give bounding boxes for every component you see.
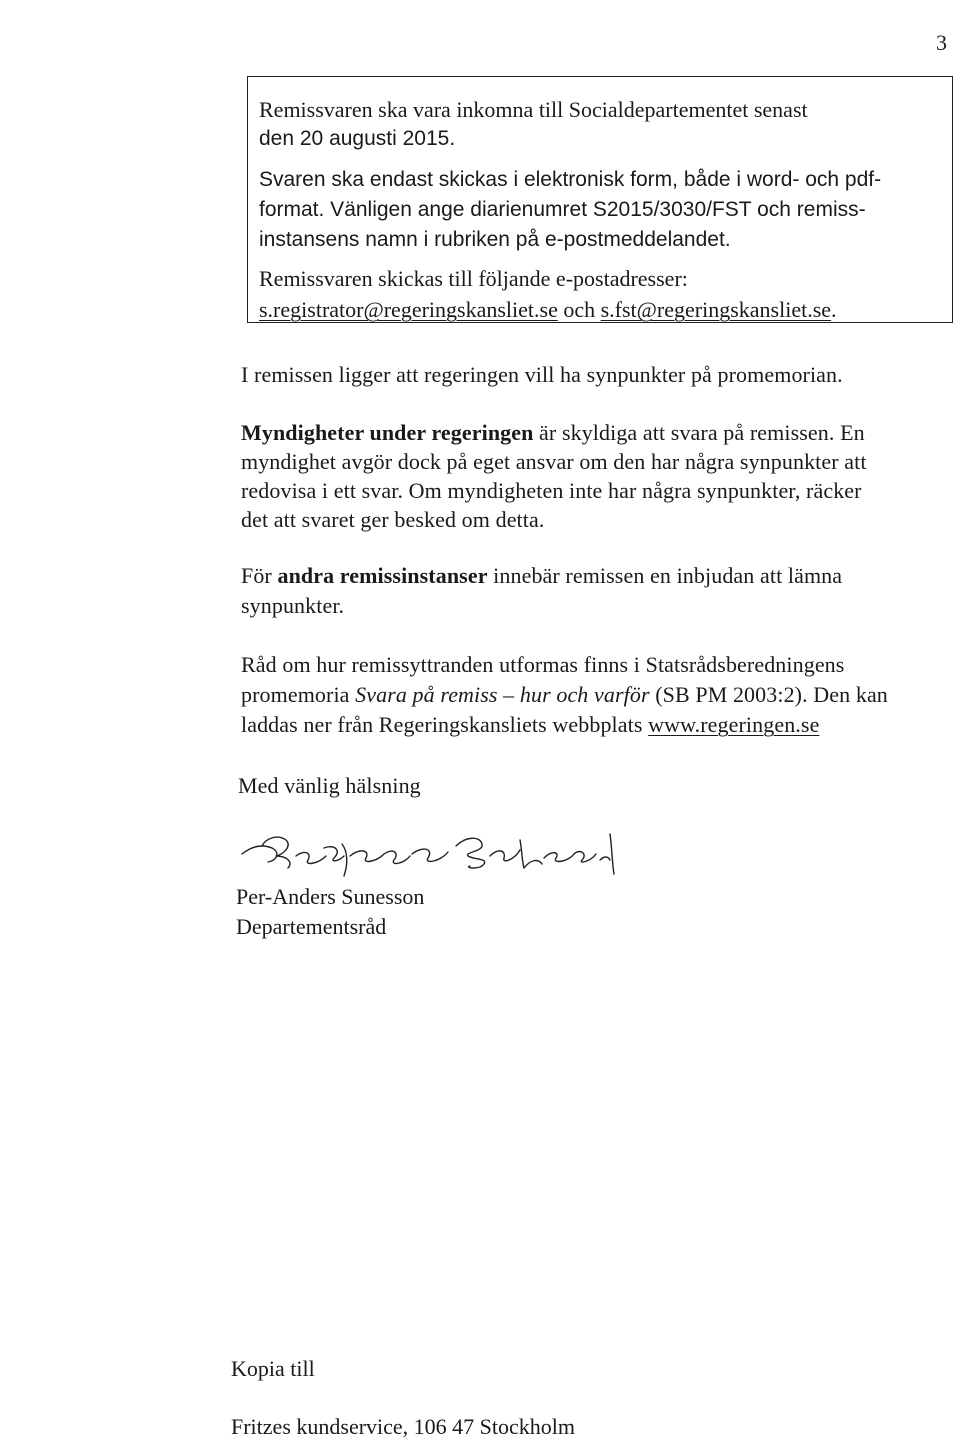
notice-line-3: Svaren ska endast skickas i elektronisk form, både i word- och pdf- — [259, 168, 882, 191]
email-link-fst[interactable]: s.fst@regeringskansliet.se — [600, 297, 832, 322]
publication-title: Svara på remiss – hur och varför — [355, 682, 650, 707]
website-link[interactable]: www.regeringen.se — [648, 712, 820, 737]
bold-myndigheter: Myndigheter under regeringen — [241, 420, 534, 445]
copy-to-recipient: Fritzes kundservice, 106 47 Stockholm — [231, 1414, 576, 1439]
paragraph-myndigheter-line-1: Myndigheter under regeringen är skyldiga att svara på remissen. En — [241, 420, 865, 445]
paragraph-andra-line-1: För andra remissinstanser innebär remissen en inbjudan att lämna — [241, 563, 843, 588]
closing: Med vänlig hälsning — [238, 773, 421, 798]
signatory-name: Per-Anders Sunesson — [236, 884, 425, 909]
page-number: 3 — [936, 30, 947, 55]
paragraph-rad-line-1: Råd om hur remissyttranden utformas finns i Statsrådsberedningens — [241, 652, 845, 677]
notice-line-7 — [259, 297, 837, 323]
copy-to-label: Kopia till — [231, 1356, 315, 1381]
paragraph-myndigheter-line-4: det att svaret ger besked om detta. — [241, 507, 545, 532]
paragraph-rad-line-3: laddas ner från Regeringskansliets webbplats www.regeringen.se — [241, 712, 820, 737]
handwritten-signature — [238, 826, 628, 886]
paragraph-synpunkter: I remissen ligger att regeringen vill ha synpunkter på promemorian. — [241, 362, 843, 387]
paragraph-myndigheter-line-2: myndighet avgör dock på eget ansvar om den har några synpunkter att — [241, 449, 867, 474]
paragraph-myndigheter-line-3: redovisa i ett svar. Om myndigheten inte har några synpunkter, räcker — [241, 478, 862, 503]
notice-line-4: format. Vänligen ange diarienumret S2015/3030/FST och remiss- — [259, 198, 866, 221]
notice-line-6: Remissvaren skickas till följande e-postadresser: — [259, 266, 688, 291]
notice-line-2: den 20 augusti 2015. — [259, 127, 456, 150]
paragraph-rad-line-2: promemoria Svara på remiss – hur och varför (SB PM 2003:2). Den kan — [241, 682, 888, 707]
email-joiner: och — [557, 297, 601, 322]
bold-andra-remissinstanser: andra remissinstanser — [277, 563, 488, 588]
paragraph-andra-line-2: synpunkter. — [241, 593, 345, 618]
email-link-registrator[interactable]: s.registrator@regeringskansliet.se — [259, 297, 558, 322]
email-end: . — [831, 297, 837, 322]
notice-line-5: instansens namn i rubriken på e-postmeddelandet. — [259, 228, 731, 251]
notice-line-1: Remissvaren ska vara inkomna till Socialdepartementet senast — [259, 97, 808, 122]
signatory-title: Departementsråd — [236, 914, 387, 939]
